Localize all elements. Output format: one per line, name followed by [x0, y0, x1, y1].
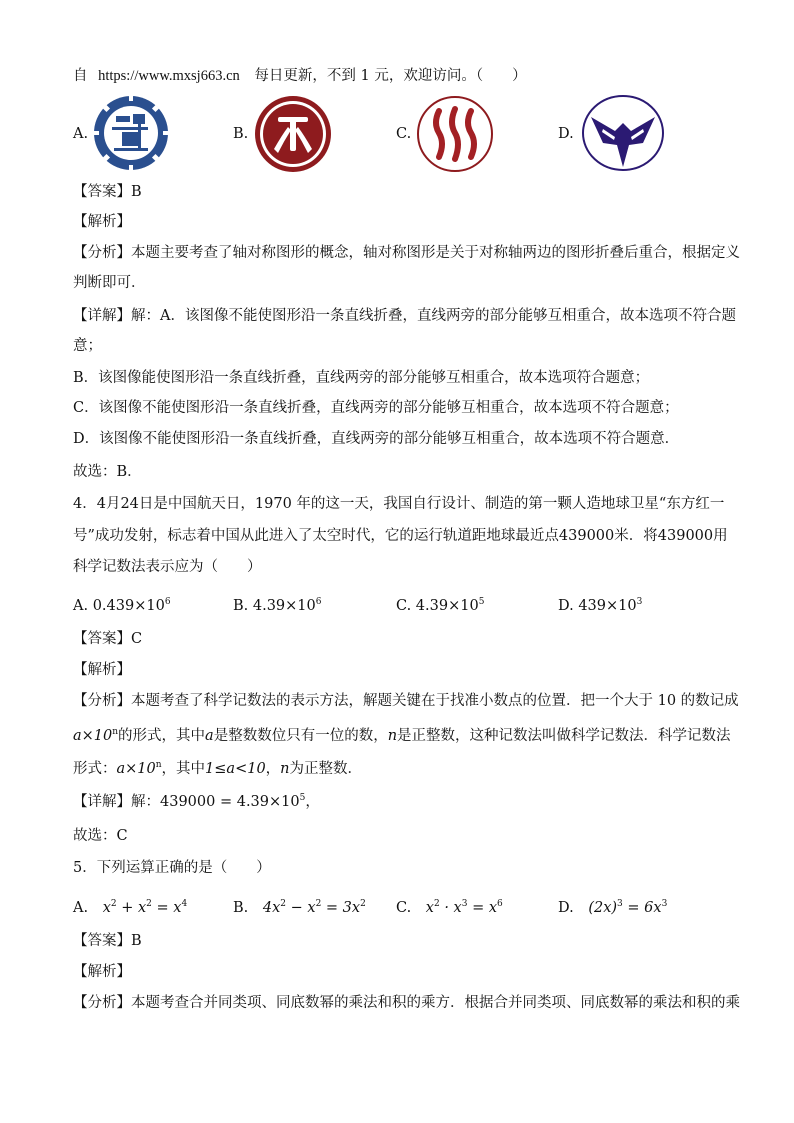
q4-option-c-base: C. 4.39×10 [396, 598, 479, 614]
option-c-label: C. [396, 126, 412, 142]
option-a-label: A. [73, 126, 89, 142]
q4-question-line-3: 科学记数法表示应为（ ） [73, 559, 262, 575]
q4-option-d [558, 592, 642, 616]
q4-analysis-3-exp: n [155, 760, 162, 770]
q5-option-d-term-2: = 6x [622, 900, 662, 916]
q3-detail-c: C．该图像不能使图形沿一条直线折叠，直线两旁的部分能够互相重合，故本选项不符合题意； [73, 400, 679, 416]
q4-analysis-line-3 [73, 755, 362, 779]
q5-option-a-term-1: x [102, 900, 111, 916]
header-line [73, 66, 527, 86]
q5-option-a-term-3: = x [151, 900, 182, 916]
q5-option-c-label: C. [396, 900, 412, 916]
q5-option-b-exp-3: 2 [360, 899, 366, 909]
option-b-label: B. [233, 126, 249, 142]
q4-option-b-base: B. 4.39×10 [233, 598, 316, 614]
q5-option-a-label: A. [73, 900, 89, 916]
q4-option-a-exponent: 6 [164, 597, 171, 607]
q5-option-d-term-1: (2x) [588, 900, 618, 916]
q3-analysis-line-1: 【分析】本题主要考查了轴对称图形的概念，轴对称图形是关于对称轴两边的图形折叠后重合，根据定义 [73, 245, 740, 261]
q4-jiexi: 【解析】 [73, 662, 131, 678]
q3-detail-b: B．该图像能使图形沿一条直线折叠，直线两旁的部分能够互相重合，故本选项符合题意； [73, 370, 650, 386]
q5-option-a [73, 894, 187, 918]
q5-option-c-exp-3: 6 [497, 899, 503, 909]
q4-analysis-2-exp: n [112, 727, 119, 737]
q5-option-d-label: D. [558, 900, 574, 916]
q4-option-a [73, 592, 171, 616]
q3-jiexi: 【解析】 [73, 214, 131, 230]
q3-detail-line-1: 【详解】解：A．该图像不能使图形沿一条直线折叠，直线两旁的部分能够互相重合，故本选项不符合题 [73, 308, 736, 324]
q3-detail-d: D．该图像不能使图形沿一条直线折叠，直线两旁的部分能够互相重合，故本选项不符合题意． [73, 431, 680, 447]
q4-detail-suffix: ， [305, 794, 320, 810]
q5-option-a-exp-2: 2 [146, 899, 152, 909]
q4-detail-exp: 5 [299, 793, 306, 803]
q3-analysis-line-2: 判断即可． [73, 275, 146, 291]
q4-analysis-3-expr: a×10 [116, 761, 156, 777]
logo-c-waves-emblem [416, 95, 494, 173]
q3-choose: 故选：B． [73, 464, 142, 480]
q5-question-line-1: 5．下列运算正确的是（ ） [73, 860, 271, 876]
q4-choose: 故选：C [73, 828, 128, 844]
q5-option-b [233, 894, 366, 918]
q4-question-line-1: 4．4月24日是中国航天日，1970 年的这一天，我国自行设计、制造的第一颗人造地球卫星“东方红一 [73, 496, 725, 512]
q4-analysis-2-var-a: a [205, 728, 214, 744]
q5-answer: 【答案】B [73, 933, 142, 949]
q5-option-b-term-2: − x [286, 900, 316, 916]
q4-option-d-exponent: 3 [636, 597, 643, 607]
header-note: 每日更新，不到 1 元，欢迎访问。（ ） [254, 68, 527, 84]
q4-answer: 【答案】C [73, 631, 143, 647]
q5-option-d-expr [588, 900, 667, 916]
q5-option-d [558, 894, 667, 918]
q5-option-b-exp-1: 2 [280, 899, 287, 909]
header-url[interactable]: https://www.mxsj663.cn [98, 68, 240, 84]
q4-analysis-line-2 [73, 722, 731, 746]
q5-option-b-label: B. [233, 900, 249, 916]
q4-option-b-exponent: 6 [315, 597, 322, 607]
q5-option-c-exp-1: 2 [433, 899, 440, 909]
q5-option-b-expr [263, 900, 366, 916]
q4-detail [73, 788, 320, 812]
q5-analysis-line-1: 【分析】本题考查合并同类项、同底数幂的乘法和积的乘方．根据合并同类项、同底数幂的乘法和积的乘 [73, 995, 740, 1011]
q5-option-a-term-2: + x [116, 900, 147, 916]
header-prefix: 自 [73, 68, 88, 84]
q4-option-b [233, 592, 322, 616]
q5-option-c-expr [426, 900, 503, 916]
q4-option-c-exponent: 5 [478, 597, 485, 607]
q5-option-b-term-3: = 3x [321, 900, 361, 916]
q5-option-c-term-3: = x [467, 900, 498, 916]
q5-option-d-exp-1: 3 [617, 899, 623, 909]
q4-detail-prefix: 【详解】解： [73, 794, 160, 810]
q3-detail-line-2: 意； [73, 338, 102, 354]
q4-analysis-2-expr: a×10 [73, 728, 113, 744]
q5-option-c [396, 894, 503, 918]
q5-option-a-exp-3: 4 [181, 899, 188, 909]
q4-analysis-3-e: ， [265, 761, 281, 777]
q5-option-a-exp-1: 2 [110, 899, 117, 909]
q4-analysis-3-var-n: n [280, 761, 290, 777]
q4-option-d-base: D. 439×10 [558, 598, 637, 614]
q4-analysis-3-a: 形式： [73, 761, 117, 777]
q4-analysis-3-c: ，其中 [161, 761, 206, 777]
q4-analysis-line-1: 【分析】本题考查了科学记数法的表示方法，解题关键在于找准小数点的位置．把一个大于 10 的数记成 [73, 693, 739, 709]
q5-option-c-term-1: x [425, 900, 434, 916]
q4-analysis-3-range: 1≤a<10 [205, 761, 266, 777]
logo-a-gear-emblem [92, 94, 170, 172]
q5-option-a-expr [103, 900, 187, 916]
q5-jiexi: 【解析】 [73, 964, 131, 980]
q4-analysis-2-d: 是整数数位只有一位的数， [213, 728, 388, 744]
q4-analysis-3-g: 为正整数． [289, 761, 363, 777]
q5-option-c-term-2: · x [439, 900, 462, 916]
q3-answer: 【答案】B [73, 184, 142, 200]
q5-option-b-exp-2: 2 [315, 899, 322, 909]
logo-d-eagle-emblem [581, 95, 665, 175]
q4-analysis-2-f: 是正整数，这种记数法叫做科学记数法．科学记数法 [397, 728, 731, 744]
q4-option-a-base: A. 0.439×10 [73, 598, 165, 614]
q5-option-c-exp-2: 3 [461, 899, 468, 909]
q4-analysis-2-b: 的形式，其中 [118, 728, 206, 744]
q4-detail-expr: 439000 = 4.39×10 [160, 794, 300, 810]
q4-question-line-2: 号”成功发射，标志着中国从此进入了太空时代，它的运行轨道距地球最近点439000米．将439000用 [73, 528, 728, 544]
q4-analysis-2-var-n: n [387, 728, 398, 744]
logo-b-seal-emblem [254, 95, 332, 173]
q5-option-b-term-1: 4x [262, 900, 281, 916]
option-d-label: D. [558, 126, 574, 142]
q4-option-c [396, 592, 484, 616]
q5-option-d-exp-2: 3 [661, 899, 668, 909]
